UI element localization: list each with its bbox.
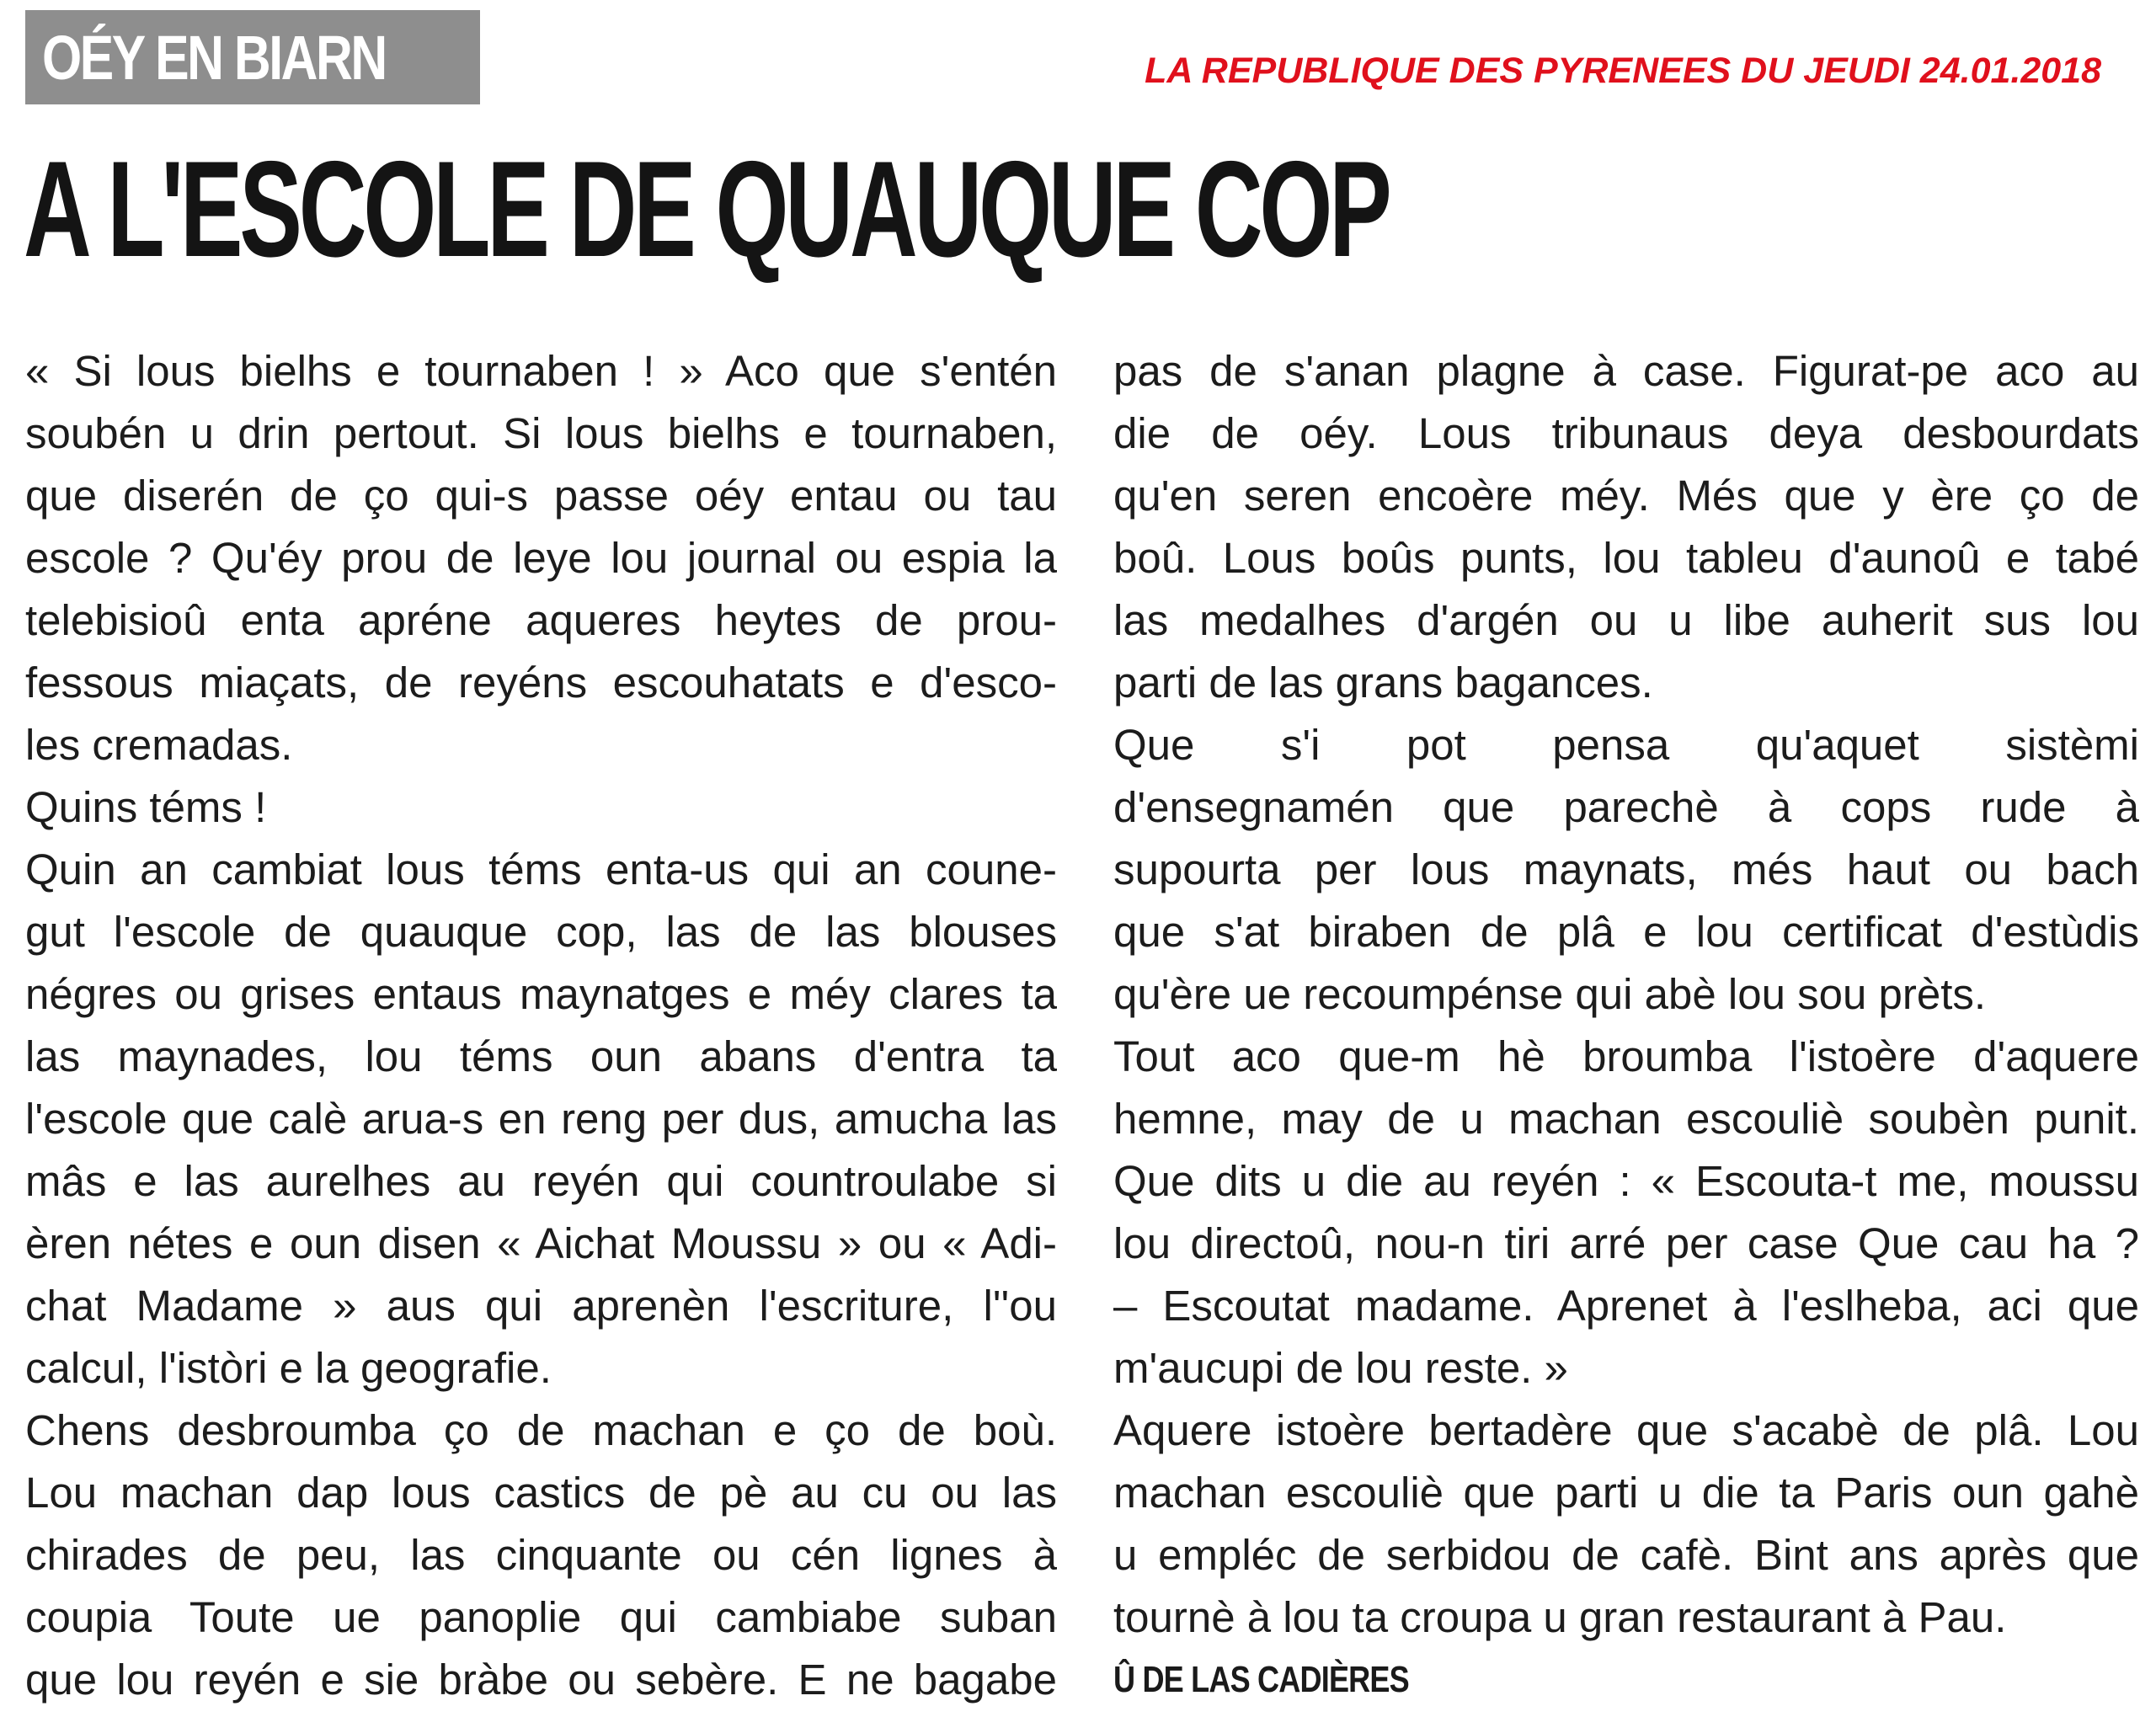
text-line: gut l'escole de quauque cop, las de las blouses: [25, 908, 1057, 956]
text-line: « Si lous bielhs e tournaben ! » Aco que s'entén: [25, 347, 1057, 395]
text-line: hemne, may de u machan escouliè soubèn punit.: [1113, 1095, 2139, 1143]
text-line: – Escoutat madame. Aprenet à l'eslheba, aci que: [1113, 1282, 2139, 1330]
text-line: èren nétes e oun disen « Aichat Moussu » ou « Adi-: [25, 1219, 1057, 1267]
text-line: chat Madame » aus qui aprenèn l'escriture, l''ou: [25, 1282, 1057, 1330]
text-line: boû. Lous boûs punts, lou tableu d'aunoû e tabé: [1113, 534, 2139, 582]
author-signature: [1113, 1649, 2139, 1711]
text-line: Aquere istoère bertadère que s'acabè de plâ. Lou: [1113, 1406, 2139, 1454]
text-line: négres ou grises entaus maynatges e méy clares ta: [25, 970, 1057, 1018]
text-line: fessous miaçats, de reyéns escouhatats e d'esco-: [25, 659, 1057, 707]
text-line: qu'en seren encoère méy. Més que y ère ço de: [1113, 472, 2139, 520]
text-line: lou directoû, nou-n tiri arré per case Que cau ha ?: [1113, 1219, 2139, 1267]
text-line: u empléc de serbidou de cafè. Bint ans après que: [1113, 1531, 2139, 1579]
text-line: Tout aco que-m hè broumba l'istoère d'aquere: [1113, 1032, 2139, 1080]
right-column: [1113, 340, 2139, 1711]
text-line: qu'ère ue recoumpénse qui abè lou sou prèts.: [1113, 970, 1987, 1018]
text-line: Lou machan dap lous castics de pè au cu ou las: [25, 1469, 1057, 1517]
text-line: coupia Toute ue panoplie qui cambiabe suban: [25, 1593, 1057, 1641]
text-line: Que s'i pot pensa qu'aquet sistèmi: [1113, 721, 2139, 769]
text-line: chirades de peu, las cinquante ou cén lignes à: [25, 1531, 1057, 1579]
text-line: Chens desbroumba ço de machan e ço de boù.: [25, 1406, 1057, 1454]
text-line: tournè à lou ta croupa u gran restaurant à Pau.: [1113, 1593, 2007, 1641]
text-line: parti de las grans bagances.: [1113, 659, 1653, 707]
text-line: les cremadas.: [25, 721, 293, 769]
text-line: calcul, l'istòri e la geografie.: [25, 1344, 552, 1392]
text-line: que s'at biraben de plâ e lou certificat d'estùdis: [1113, 908, 2139, 956]
text-line: telebisioû enta apréne aqueres heytes de prou-: [25, 596, 1057, 644]
article-title: A L'ESCOLE DE QUAUQUE COP: [24, 133, 1389, 285]
text-line: que diserén de ço qui-s passe oéy entau ou tau: [25, 472, 1057, 520]
text-line: d'ensegnamén que parechè à cops rude à: [1113, 783, 2139, 831]
text-line: machan escouliè que parti u die ta Paris oun gahè: [1113, 1469, 2139, 1517]
text-line: Que dits u die au reyén : « Escouta-t me, moussu: [1113, 1157, 2139, 1205]
text-line: m'aucupi de lou reste. »: [1113, 1344, 1568, 1392]
text-line: Quins téms !: [25, 783, 267, 831]
newspaper-source: LA REPUBLIQUE DES PYRENEES DU JEUDI 24.01.2018: [1145, 51, 2101, 91]
text-line: supourta per lous maynats, més haut ou bach: [1113, 845, 2139, 893]
author-name: Û DE LAS CADIÈRES: [1113, 1659, 1409, 1700]
text-line: que lou reyén e sie bràbe ou sebère. E ne bagabe: [25, 1656, 1057, 1704]
text-line: die de oéy. Lous tribunaus deya desbourdats: [1113, 409, 2139, 457]
text-line: Quin an cambiat lous téms enta-us qui an coune-: [25, 845, 1057, 893]
text-line: las medalhes d'argén ou u libe auherit sus lou: [1113, 596, 2139, 644]
text-line: soubén u drin pertout. Si lous bielhs e tournaben,: [25, 409, 1057, 457]
rubric-label: OÉY EN BIARN: [42, 22, 386, 93]
text-line: l'escole que calè arua-s en reng per dus, amucha las: [25, 1095, 1057, 1143]
left-column: [25, 340, 1057, 1711]
section-rubric: [25, 10, 480, 104]
text-line: las maynades, lou téms oun abans d'entra ta: [25, 1032, 1057, 1080]
text-line: pas de s'anan plagne à case. Figurat-pe aco au: [1113, 347, 2139, 395]
text-line: mâs e las aurelhes au reyén qui countroulabe si: [25, 1157, 1057, 1205]
text-line: escole ? Qu'éy prou de leye lou journal ou espia la: [25, 534, 1057, 582]
